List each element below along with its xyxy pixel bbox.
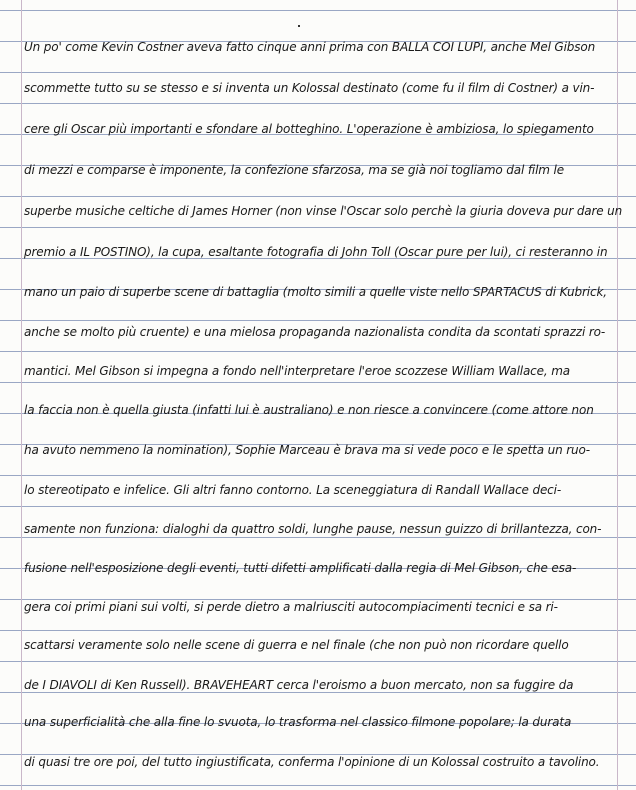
text-line-15: gera coi primi piani sui volti, si perde dietro a malriusciti autocompiacimenti tecnici e sa ri- [24, 600, 558, 614]
ruled-line [0, 196, 636, 197]
right-margin-line [617, 0, 618, 790]
ruled-line [0, 692, 636, 693]
ruled-line [0, 382, 636, 383]
ruled-line [0, 72, 636, 73]
ruled-line [0, 630, 636, 631]
text-line-4: di mezzi e comparse è imponente, la confezione sfarzosa, ma se già noi togliamo dal film le [24, 163, 564, 177]
ruled-line [0, 351, 636, 352]
text-line-9: mantici. Mel Gibson si impegna a fondo nell'interpretare l'eroe scozzese William Wallace, ma [24, 364, 571, 378]
ruled-line [0, 537, 636, 538]
text-line-11: ha avuto nemmeno la nomination), Sophie Marceau è brava ma si vede poco e le spetta un ruo- [24, 443, 590, 457]
text-line-16: scattarsi veramente solo nelle scene di guerra e nel finale (che non può non ricordare quello [24, 638, 569, 652]
ruled-line [0, 475, 636, 476]
ruled-line [0, 661, 636, 662]
ruled-line [0, 103, 636, 104]
ruled-line [0, 506, 636, 507]
text-line-7: mano un paio di superbe scene di battaglia (molto simili a quelle viste nello SPARTACUS di Kubrick, [24, 285, 607, 299]
ruled-line [0, 10, 636, 11]
text-line-6: premio a IL POSTINO), la cupa, esaltante fotografia di John Toll (Oscar pure per lui), ci resteranno in [24, 245, 608, 259]
left-margin-line [21, 0, 22, 790]
text-line-5: superbe musiche celtiche di James Horner (non vinse l'Oscar solo perchè la giuria doveva pur dare un [24, 204, 623, 218]
text-line-2: scommette tutto su se stesso e si inventa un Kolossal destinato (come fu il film di Costner) a vin- [24, 81, 595, 95]
text-line-1: Un po' come Kevin Costner aveva fatto cinque anni prima con BALLA COI LUPI, anche Mel Gibson [24, 40, 596, 54]
text-line-12: lo stereotipato e infelice. Gli altri fanno contorno. La sceneggiatura di Randall Wallace deci- [24, 483, 562, 497]
ruled-line [0, 320, 636, 321]
text-line-17: de I DIAVOLI di Ken Russell). BRAVEHEART cerca l'eroismo a buon mercato, non sa fuggire da [24, 678, 574, 692]
pen-dot [298, 25, 300, 27]
ruled-line [0, 227, 636, 228]
text-line-3: cere gli Oscar più importanti e sfondare al botteghino. L'operazione è ambiziosa, lo spiegamento [24, 122, 594, 136]
ruled-line [0, 785, 636, 786]
text-line-10: la faccia non è quella giusta (infatti lui è australiano) e non riesce a convincere (come attore non [24, 403, 594, 417]
text-line-8: anche se molto più cruente) e una mielosa propaganda nazionalista condita da scontati sprazzi ro- [24, 325, 606, 339]
text-line-19: di quasi tre ore poi, del tutto ingiustificata, conferma l'opinione di un Kolossal costruito a tavolino. [24, 755, 600, 769]
text-line-18: una superficialità che alla fine lo svuota, lo trasforma nel classico filmone popolare; la durata [24, 715, 572, 729]
text-line-14: fusione nell'esposizione degli eventi, tutti difetti amplificati dalla regia di Mel Gibson, che esa- [24, 561, 577, 575]
text-line-13: samente non funziona: dialoghi da quattro soldi, lunghe pause, nessun guizzo di brillantezza, con- [24, 522, 602, 536]
